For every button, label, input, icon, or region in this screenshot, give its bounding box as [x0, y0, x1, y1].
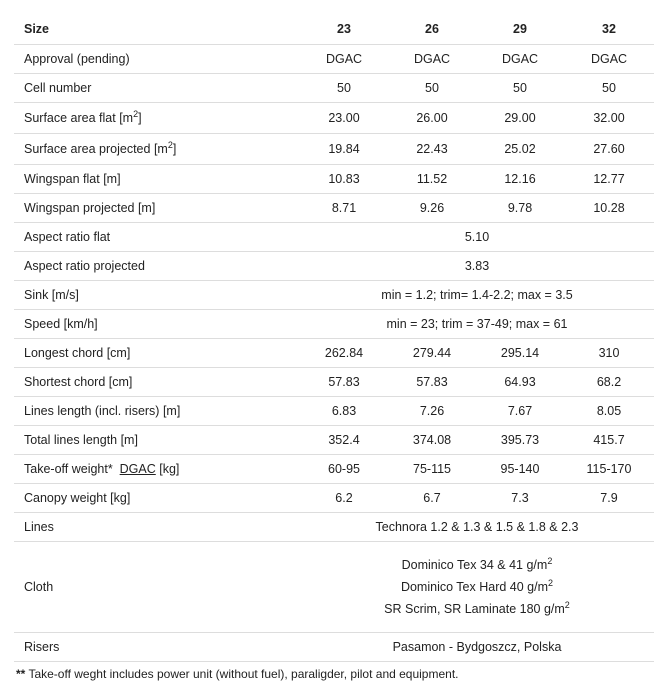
row-label: Risers	[14, 633, 300, 662]
cell-value: 10.83	[300, 165, 388, 194]
header-size-29: 29	[476, 14, 564, 45]
footnote	[14, 662, 654, 681]
header-label: Size	[14, 14, 300, 45]
row-total-lines-length	[14, 426, 654, 455]
row-label: Cell number	[14, 74, 300, 103]
cloth-text: Dominico Tex 34 & 41 g/m	[401, 558, 548, 572]
cell-value-merged: min = 1.2; trim= 1.4-2.2; max = 3.5	[300, 281, 654, 310]
footnote-marker: **	[16, 667, 26, 681]
header-size-26: 26	[388, 14, 476, 45]
label-suffix: [kg]	[155, 462, 180, 476]
cell-value-merged: min = 23; trim = 37-49; max = 61	[300, 310, 654, 339]
cloth-superscript: 2	[548, 577, 554, 588]
row-cell-number	[14, 74, 654, 103]
row-lines	[14, 513, 654, 542]
row-label: Lines	[14, 513, 300, 542]
cell-value: 23.00	[300, 103, 388, 134]
cell-value: 57.83	[388, 368, 476, 397]
cloth-line	[300, 576, 654, 598]
cell-value: 352.4	[300, 426, 388, 455]
cloth-superscript: 2	[564, 599, 570, 610]
row-label: Total lines length [m]	[14, 426, 300, 455]
cell-value: 26.00	[388, 103, 476, 134]
cell-value: DGAC	[564, 45, 654, 74]
label-superscript: 2	[167, 139, 173, 150]
cell-value: 9.26	[388, 194, 476, 223]
label-suffix: ]	[172, 142, 177, 156]
row-takeoff-weight	[14, 455, 654, 484]
cell-value: 50	[476, 74, 564, 103]
row-label: Aspect ratio flat	[14, 223, 300, 252]
label-text: Surface area flat [m	[24, 111, 134, 125]
cloth-text: SR Scrim, SR Laminate 180 g/m	[384, 602, 565, 616]
cell-value: 50	[300, 74, 388, 103]
cell-value-merged: 5.10	[300, 223, 654, 252]
cell-value: 7.67	[476, 397, 564, 426]
cell-value: 68.2	[564, 368, 654, 397]
cell-value: 27.60	[564, 134, 654, 165]
cell-value: 64.93	[476, 368, 564, 397]
row-longest-chord	[14, 339, 654, 368]
row-surface-area-projected	[14, 134, 654, 165]
specifications-table	[14, 14, 654, 662]
cell-value: 7.26	[388, 397, 476, 426]
row-sink	[14, 281, 654, 310]
row-risers	[14, 633, 654, 662]
footnote-text: Take-off weght includes power unit (without fuel), paraligder, pilot and equipment.	[25, 667, 459, 681]
row-label: Approval (pending)	[14, 45, 300, 74]
row-wingspan-projected	[14, 194, 654, 223]
row-approval	[14, 45, 654, 74]
cell-value-merged	[300, 542, 654, 633]
header-size-32: 32	[564, 14, 654, 45]
row-label: Canopy weight [kg]	[14, 484, 300, 513]
cell-value-merged: Technora 1.2 & 1.3 & 1.5 & 1.8 & 2.3	[300, 513, 654, 542]
row-aspect-ratio-projected	[14, 252, 654, 281]
row-aspect-ratio-flat	[14, 223, 654, 252]
label-superscript: 2	[133, 108, 139, 119]
row-label: Speed [km/h]	[14, 310, 300, 339]
cell-value-merged: Pasamon - Bydgoszcz, Polska	[300, 633, 654, 662]
row-label	[14, 455, 300, 484]
cell-value: 60-95	[300, 455, 388, 484]
cell-value: 374.08	[388, 426, 476, 455]
row-lines-length	[14, 397, 654, 426]
row-label: Shortest chord [cm]	[14, 368, 300, 397]
cell-value: 11.52	[388, 165, 476, 194]
cell-value: 415.7	[564, 426, 654, 455]
cell-value: 75-115	[388, 455, 476, 484]
row-label: Cloth	[14, 542, 300, 633]
row-surface-area-flat	[14, 103, 654, 134]
cell-value: 295.14	[476, 339, 564, 368]
cell-value: 6.7	[388, 484, 476, 513]
cell-value-merged: 3.83	[300, 252, 654, 281]
cloth-superscript: 2	[547, 555, 553, 566]
cell-value: 10.28	[564, 194, 654, 223]
cell-value: 12.16	[476, 165, 564, 194]
cell-value: 22.43	[388, 134, 476, 165]
cell-value: 25.02	[476, 134, 564, 165]
cell-value: 6.83	[300, 397, 388, 426]
row-label: Wingspan projected [m]	[14, 194, 300, 223]
cell-value: 115-170	[564, 455, 654, 484]
row-label: Sink [m/s]	[14, 281, 300, 310]
cloth-text: Dominico Tex Hard 40 g/m	[400, 580, 549, 594]
cell-value: DGAC	[476, 45, 564, 74]
cell-value: DGAC	[300, 45, 388, 74]
label-text: Surface area projected [m	[24, 142, 168, 156]
cloth-line	[300, 554, 654, 576]
cell-value: 262.84	[300, 339, 388, 368]
cell-value: 95-140	[476, 455, 564, 484]
cell-value: 19.84	[300, 134, 388, 165]
cell-value: 32.00	[564, 103, 654, 134]
cell-value: 29.00	[476, 103, 564, 134]
cell-value: 9.78	[476, 194, 564, 223]
row-cloth	[14, 542, 654, 633]
cell-value: 7.9	[564, 484, 654, 513]
cell-value: 6.2	[300, 484, 388, 513]
row-speed	[14, 310, 654, 339]
label-suffix: ]	[138, 111, 142, 125]
row-label: Aspect ratio projected	[14, 252, 300, 281]
cell-value: 12.77	[564, 165, 654, 194]
row-shortest-chord	[14, 368, 654, 397]
row-canopy-weight	[14, 484, 654, 513]
cell-value: 8.71	[300, 194, 388, 223]
label-text: Take-off weight*	[24, 462, 120, 476]
cell-value: 8.05	[564, 397, 654, 426]
cell-value: 50	[564, 74, 654, 103]
table-header-row	[14, 14, 654, 45]
cell-value: DGAC	[388, 45, 476, 74]
row-label	[14, 134, 300, 165]
cloth-line	[300, 598, 654, 620]
row-label: Wingspan flat [m]	[14, 165, 300, 194]
row-label	[14, 103, 300, 134]
row-label: Longest chord [cm]	[14, 339, 300, 368]
dgac-link[interactable]: DGAC	[119, 462, 156, 476]
cell-value: 50	[388, 74, 476, 103]
row-wingspan-flat	[14, 165, 654, 194]
cell-value: 7.3	[476, 484, 564, 513]
cell-value: 57.83	[300, 368, 388, 397]
cell-value: 395.73	[476, 426, 564, 455]
cell-value: 279.44	[388, 339, 476, 368]
cell-value: 310	[564, 339, 654, 368]
row-label: Lines length (incl. risers) [m]	[14, 397, 300, 426]
header-size-23: 23	[300, 14, 388, 45]
